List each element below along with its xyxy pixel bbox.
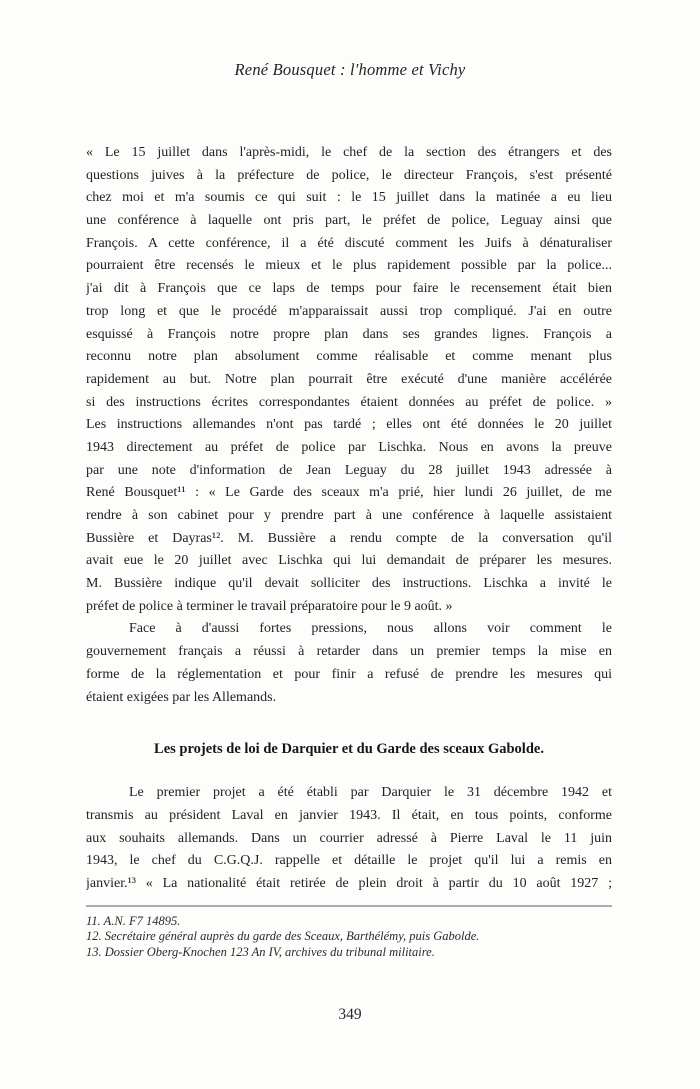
text-line: M. Bussière indique qu'il devait solliciter des instructions. Lischka a invité le (86, 576, 612, 592)
text-line: René Bousquet¹¹ : « Le Garde des sceaux m'a prié, hier lundi 26 juillet, de me (86, 485, 612, 501)
footnotes (86, 914, 612, 961)
text-line: rendre à son cabinet pour y prendre part à une conférence à laquelle assistaient (86, 508, 612, 523)
text-line: j'ai dit à François que ce laps de temps pour faire le recensement était bien (86, 281, 612, 297)
text-line: trop long et que le procédé m'apparaissait aussi trop compliqué. J'ai en outre (86, 303, 612, 319)
text-line: gouvernement français a réussi à retarder dans un premier temps la mise en (86, 644, 612, 660)
footnote-line: 11. A.N. F7 14895. (86, 913, 181, 928)
text-line: par une note d'information de Jean Leguay du 28 juillet 1943 adressée à (86, 462, 612, 478)
paragraph-commentary (86, 618, 612, 709)
text-column (86, 142, 612, 960)
text-line: 1943 directement au préfet de police par Lischka. Nous en avons la preuve (86, 439, 612, 455)
text-line: Bussière et Dayras¹². M. Bussière a rendu compte de la conversation qu'il (86, 530, 612, 546)
page-number: 349 (338, 1006, 362, 1023)
text-line: rapidement au but. Notre plan pourrait être exécuté d'une manière accélérée (86, 371, 612, 387)
text-line: pourraient être recensés le mieux et le plus rapidement possible par la police... (86, 258, 612, 274)
text-line: janvier.¹³ « La nationalité était retirée de plein droit à partir du 10 août 1927 ; (86, 875, 612, 891)
paragraph-quote (86, 142, 612, 618)
text-line: Face à d'aussi fortes pressions, nous allons voir comment le (129, 621, 612, 637)
text-line: reconnu notre plan absolument comme réalisable et comme menant plus (86, 349, 612, 365)
running-header: René Bousquet : l'homme et Vichy (234, 60, 466, 79)
text-line: chez moi et m'a soumis ce qui suit : le 15 juillet dans la matinée a eu lieu (86, 190, 612, 206)
text-line: forme de la réglementation et pour finir a refusé de prendre les mesures qui (86, 666, 612, 682)
text-line: avait eue le 20 juillet avec Lischka qui lui demandait de préparer les mesures. (86, 553, 612, 569)
footnote-separator-rule (86, 905, 612, 907)
text-line: transmis au président Laval en janvier 1943. Il était, en tous points, conforme (86, 807, 612, 823)
text-line: Les instructions allemandes n'ont pas tardé ; elles ont été données le 20 juillet (86, 417, 612, 433)
text-line: préfet de police à terminer le travail préparatoire pour le 9 août. » (86, 598, 453, 614)
paragraph-projects (86, 782, 612, 895)
text-line: Le premier projet a été établi par Darquier le 31 décembre 1942 et (129, 785, 612, 801)
text-line: si des instructions écrites correspondantes étaient données au préfet de police. » (86, 394, 612, 410)
text-line: 1943, le chef du C.G.Q.J. rappelle et détaille le projet qu'il lui a remis en (86, 853, 612, 869)
footnote-line: 13. Dossier Oberg-Knochen 123 An IV, archives du tribunal militaire. (86, 944, 435, 959)
text-line: questions juives à la préfecture de police, le directeur François, s'est présenté (86, 167, 612, 183)
text-line: étaient exigées par les Allemands. (86, 689, 277, 705)
text-line: « Le 15 juillet dans l'après-midi, le chef de la section des étrangers et des (86, 145, 612, 160)
text-line: une conférence à laquelle ont pris part, le préfet de police, Leguay ainsi que (86, 213, 612, 229)
text-line: esquissé à François notre propre plan dans ses grandes lignes. François a (86, 326, 612, 342)
footnote-line: 12. Secrétaire général auprès du garde des Sceaux, Barthélémy, puis Gabolde. (86, 929, 480, 944)
text-line: aux souhaits allemands. Dans un courrier adressé à Pierre Laval le 11 juin (86, 830, 612, 846)
text-line: François. A cette conférence, il a été discuté comment les Juifs à dénaturaliser (86, 235, 612, 251)
section-heading: Les projets de loi de Darquier et du Garde des sceaux Gabolde. (154, 741, 544, 758)
